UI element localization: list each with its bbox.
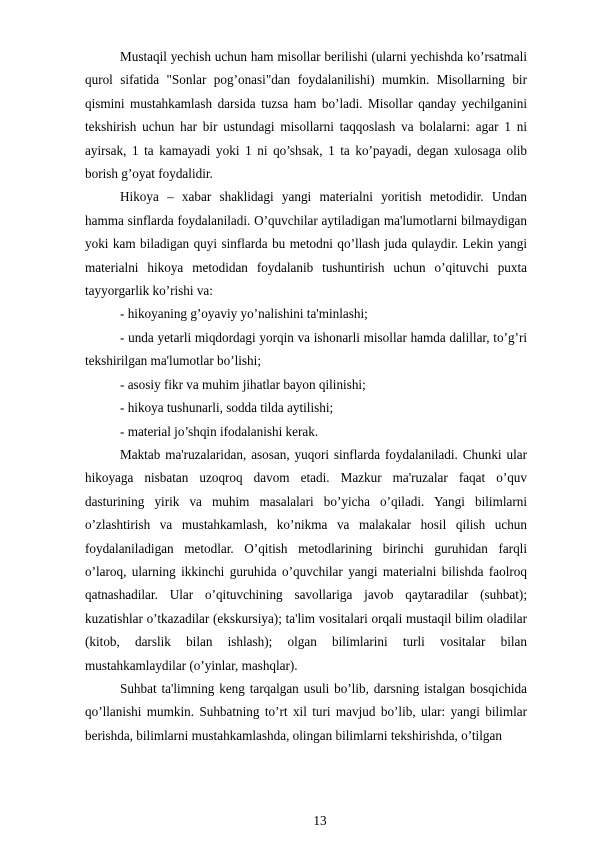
paragraph-conversation: Suhbat ta'limning keng tarqalgan usuli bo’lib, darsning istalgan bosqichida qo’llanishi mumkin. Suhbatning to’rt xil turi mavjud bo’lib, ular: yangi bilimlar berishda, bilimlarni mustahkamlashda, olingan bilimlarni tekshirishda, o’tilgan	[85, 680, 527, 743]
body-text	[85, 45, 527, 747]
paragraph-lectures: Maktab ma'ruzalaridan, asosan, yuqori sinflarda foydalaniladi. Chunki ular hikoyaga nisbatan uzoqroq davom etadi. Mazkur ma'ruzalar faqat o’quv dasturining yirik va muhim masalalari bo’yicha o’qiladi. Yangi bilimlarni o’zlashtirish va mustahkamlash, ko’nikma va malakalar hosil qilish uchun foydalaniladigan metodlar. O’qitish metodlarining birinchi guruhidan farqli o’laroq, ularning ikkinchi guruhida o’quvchilar yangi materialni bilishda faolroq qatnashadilar. Ular o’qituvchining savollariga javob qaytaradilar (suhbat); kuzatishlar o’tkazadilar (ekskursiya); ta'lim vositalari orqali mustaqil bilim oladilar (kitob, darslik bilan ishlash); olgan bilimlarini turli vositalar bilan mustahkamlaydilar (o’yinlar, mashqlar).	[85, 446, 527, 673]
paragraph-story-method: Hikoya – xabar shaklidagi yangi materialni yoritish metodidir. Undan hamma sinflarda foydalaniladi. O’quvchilar aytiladigan ma'lumotlarni bilmaydigan yoki kam biladigan quyi sinflarda bu metodni qo’llash juda qulaydir. Lekin yangi materialni hikoya metodidan foydalanib tushuntirish uchun o’qituvchi puxta tayyorgarlik ko’rishi va:	[85, 189, 527, 299]
list-item-ideological-direction: - hikoyaning g’oyaviy yo’nalishini ta'minlashi;	[120, 306, 368, 322]
list-item-vivid-expression: - material jo’shqin ifodalanishi kerak.	[120, 423, 319, 439]
paragraph-independent-exercises: Mustaqil yechish uchun ham misollar berilishi (ularni yechishda ko’rsatmali qurol sifatida "Sonlar pog’onasi"dan foydalanilishi) mumkin. Misollarning bir qismini mustahkamlash darsida tuzsa ham bo’ladi. Misollar qanday yechilganini tekshirish uchun har bir ustundagi misollarni taqqoslash va bolalarni: agar 1 ni ayirsak, 1 ta kamayadi yoki 1 ni qo’shsak, 1 ta ko’payadi, degan xulosaga olib borish g’oyat foydalidir.	[85, 49, 527, 182]
list-item-simple-language: - hikoya tushunarli, sodda tilda aytilishi;	[120, 400, 334, 416]
page-number: 13	[313, 813, 327, 828]
list-item-convincing-examples: - unda yetarli miqdordagi yorqin va ishonarli misollar hamda dalillar, to’g’ri tekshirilgan ma'lumotlar bo’lishi;	[85, 329, 527, 369]
list-item-main-idea: - asosiy fikr va muhim jihatlar bayon qilinishi;	[120, 376, 366, 392]
